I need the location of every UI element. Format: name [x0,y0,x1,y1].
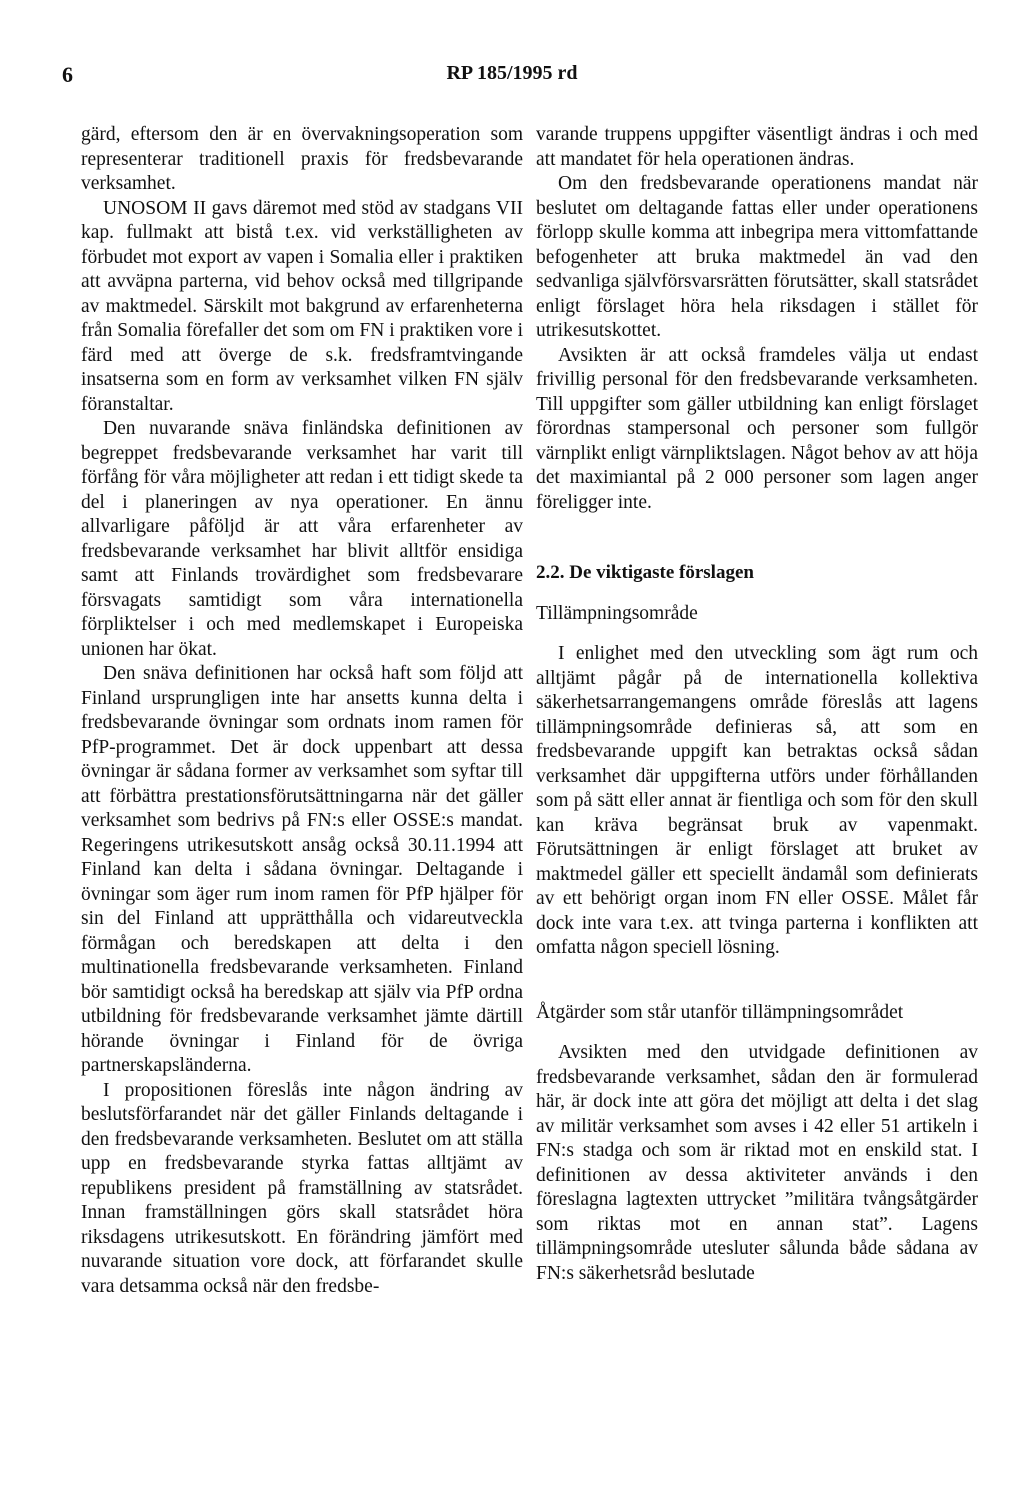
body-paragraph: Avsikten är att också framdeles välja ut endast frivillig personal för den fredsbevarande verksamheten. Till uppgifter som gäller utbildning kan enligt förslaget förordnas stampersonal och personer som fullgör värnplikt enligt värnpliktslagen. Något behov av att höja det maximiantal på 2 000 personer som lagen anger föreligger inte. [536,344,978,513]
body-paragraph: I enlighet med den utveckling som ägt rum och alltjämt pågår på de internationella kollektiva säkerhetsarrangemangens område föreslås att lagens tillämpningsområde definieras så, att som en fredsbevarande uppgift kan betraktas också sådan verksamhet där uppgifterna utförs under förhållanden som på sätt eller annat är fientliga och som för den skull kan kräva begränsat bruk av vapenmakt. Förutsättningen är enligt förslaget att bruket av maktmedel gäller ett speciellt ändamål som definierats av ett behörigt organ inom FN eller OSSE. Målet får dock inte vara t.ex. att tvinga parterna i konflikten att omfatta någon speciell lösning. [536,643,978,958]
right-column [536,123,978,1286]
body-paragraph: gärd, eftersom den är en övervakningsoperation som representerar traditionell praxis för fredsbevarande verksamhet. [81,124,523,194]
subheading-outside-scope: Åtgärder som står utanför tillämpningsområdet [536,1001,904,1023]
body-paragraph: Om den fredsbevarande operationens mandat när beslutet om deltagande fattas eller under operationens förlopp skulle komma att inbegripa mera vittomfattande befogenheter att bruka maktmedel än vad den sedvanliga självförsvarsrätten förutsätter, skall statsrådet enligt förslaget höra hela riksdagen i stället för utrikesutskottet. [536,173,978,341]
page-number: 6 [62,62,73,87]
section-heading: 2.2. De viktigaste förslagen [536,562,754,583]
body-paragraph: UNOSOM II gavs däremot med stöd av stadgans VII kap. fullmakt att bistå t.ex. vid verkställigheten av förbudet mot export av vapen i Somalia eller i praktiken att avväpna parterna, vid behov också med tillgripande av maktmedel. Särskilt mot bakgrund av erfarenheterna från Somalia förefaller det som om FN i praktiken vore i färd med att överge de s.k. fredsframtvingande insatserna som en form av verksamhet vilken FN själv föranstaltar. [81,197,523,415]
body-paragraph: Den nuvarande snäva finländska definitionen av begreppet fredsbevarande verksamhet har varit till förfång för våra möjligheter att redan i ett tidigt skede ta del i planeringen av nya operationer. En ännu allvarligare påföljd är att våra erfarenheter av fredsbevarande verksamhet har blivit alltför ensidiga samt att Finlands trovärdighet som fredsbevarare försvagats samtidigt som våra internationella förpliktelser i och med medlemskapet i Europeiska unionen har ökat. [81,418,523,660]
body-paragraph: varande truppens uppgifter väsentligt ändras i och med att mandatet för hela operationen ändras. [536,124,978,170]
document-id-header: RP 185/1995 rd [446,62,578,84]
body-paragraph: I propositionen föreslås inte någon ändring av beslutsförfarandet när det gäller Finlands deltagande i den fredsbevarande verksamheten. Beslutet om att ställa upp en fredsbevarande styrka fattas alltjämt av republikens president på framställning av statsrådet. Innan framställningen görs skall statsrådet höra riksdagens utrikesutskott. En förändring jämfört med nuvarande situation vore dock, att förfarandet skulle vara detsamma också när den fredsbe- [81,1079,523,1297]
body-paragraph: Avsikten med den utvidgade definitionen av fredsbevarande verksamhet, sådan den är formulerad här, är dock inte att göra det möjligt att delta i det slag av militär verksamhet som avses i 42 eller 51 artikeln i FN:s stadga och som är riktad mot en enskild stat. I definitionen av dessa aktiviteter används i den föreslagna lagtexten uttrycket ”militära tvångsåtgärder som riktas mot en annan stat”. Lagens tillämpningsområde utesluter sålunda både sådana av FN:s säkerhetsråd beslutade [536,1042,978,1284]
subheading-scope: Tillämpningsområde [536,602,698,624]
body-paragraph: Den snäva definitionen har också haft som följd att Finland ursprungligen inte har ansetts kunna delta i fredsbevarande övningar som ordnats inom ramen för PfP-programmet. Det är dock uppenbart att dessa övningar är sådana former av verksamhet som syftar till att förbättra prestationsförutsättningarna när det gäller verksamhet som bedrivs på FN:s eller OSSE:s mandat. Regeringens utrikesutskott ansåg också 30.11.1994 att Finland kan delta i sådana övningar. Deltagande i övningar som äger rum inom ramen för PfP hjälper för sin del Finland att upprätthålla och vidareutveckla förmågan och beredskapen att delta i den multinationella fredsbevarande verksamheten. Finland bör samtidigt också ha beredskap att själv via PfP ordna utbildning för fredsbevarande verksamhet jämte därtill hörande övningar i Finland för de övriga partnerskapsländerna. [81,663,523,1076]
left-column [81,123,523,1299]
